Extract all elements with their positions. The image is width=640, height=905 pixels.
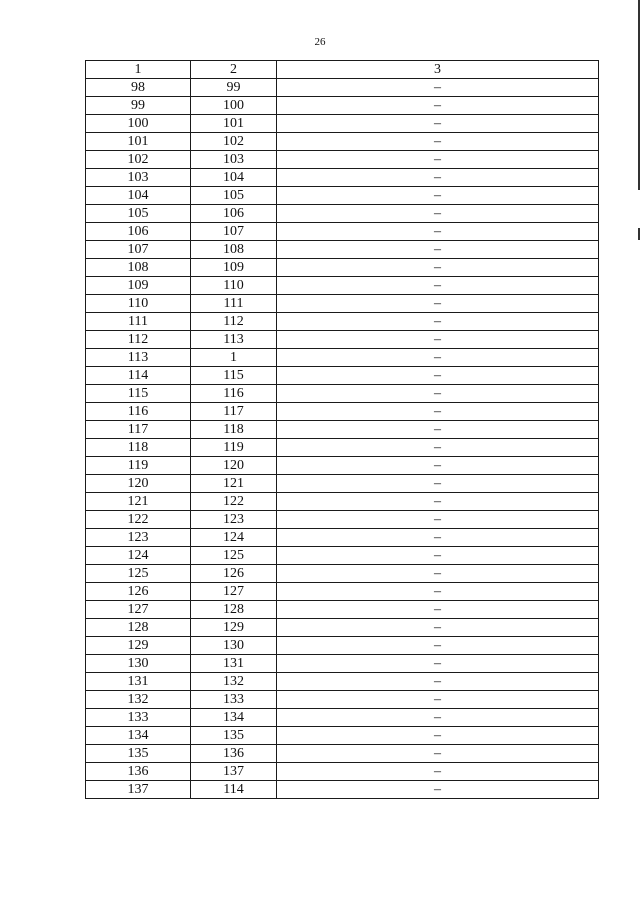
table-cell-col-3: – (277, 493, 599, 511)
table-cell-col-3: – (277, 529, 599, 547)
table-cell-col-3: – (277, 187, 599, 205)
table-cell-col-3: – (277, 619, 599, 637)
table-cell-col-1: 128 (86, 619, 191, 637)
table-cell-col-1: 116 (86, 403, 191, 421)
table-cell-col-3: – (277, 367, 599, 385)
table-cell-col-1: 127 (86, 601, 191, 619)
table-cell-col-1: 134 (86, 727, 191, 745)
table-cell-col-2: 133 (191, 691, 277, 709)
table-row (86, 313, 599, 331)
table-cell-col-2: 109 (191, 259, 277, 277)
table-cell-col-3: – (277, 259, 599, 277)
table-row (86, 619, 599, 637)
table-row (86, 277, 599, 295)
table-row (86, 241, 599, 259)
table-cell-col-2: 126 (191, 565, 277, 583)
table-cell-col-1: 120 (86, 475, 191, 493)
table-cell-col-2: 130 (191, 637, 277, 655)
table-cell-col-1: 136 (86, 763, 191, 781)
table-cell-col-3: – (277, 151, 599, 169)
table-cell-col-1: 100 (86, 115, 191, 133)
table-cell-col-1: 119 (86, 457, 191, 475)
table-row (86, 97, 599, 115)
table-cell-col-2: 110 (191, 277, 277, 295)
table-row (86, 565, 599, 583)
table-cell-col-1: 117 (86, 421, 191, 439)
table-cell-col-2: 118 (191, 421, 277, 439)
table-cell-col-3: – (277, 385, 599, 403)
table-cell-col-2: 127 (191, 583, 277, 601)
table-cell-col-1: 104 (86, 187, 191, 205)
table-cell-col-2: 134 (191, 709, 277, 727)
table-cell-col-3: – (277, 547, 599, 565)
table-cell-col-1: 125 (86, 565, 191, 583)
table-cell-col-1: 124 (86, 547, 191, 565)
table-cell-col-1: 110 (86, 295, 191, 313)
table-cell-col-1: 114 (86, 367, 191, 385)
table-cell-col-2: 107 (191, 223, 277, 241)
table-row (86, 421, 599, 439)
column-header-1: 1 (86, 61, 191, 79)
table-cell-col-3: – (277, 403, 599, 421)
table-cell-col-2: 123 (191, 511, 277, 529)
table-cell-col-1: 131 (86, 673, 191, 691)
table-row (86, 781, 599, 799)
table-cell-col-1: 122 (86, 511, 191, 529)
table-cell-col-3: – (277, 763, 599, 781)
table-cell-col-3: – (277, 331, 599, 349)
table-cell-col-1: 129 (86, 637, 191, 655)
table-body (86, 79, 599, 799)
table-cell-col-3: – (277, 205, 599, 223)
table-cell-col-1: 115 (86, 385, 191, 403)
table-cell-col-1: 112 (86, 331, 191, 349)
table-cell-col-3: – (277, 601, 599, 619)
table-cell-col-3: – (277, 97, 599, 115)
table-row (86, 655, 599, 673)
table-cell-col-2: 103 (191, 151, 277, 169)
table-cell-col-1: 111 (86, 313, 191, 331)
table-row (86, 223, 599, 241)
table-row (86, 493, 599, 511)
table-row (86, 187, 599, 205)
table-cell-col-3: – (277, 745, 599, 763)
table-cell-col-2: 137 (191, 763, 277, 781)
table-cell-col-3: – (277, 655, 599, 673)
table-cell-col-1: 106 (86, 223, 191, 241)
table-cell-col-2: 114 (191, 781, 277, 799)
table-cell-col-1: 108 (86, 259, 191, 277)
table-header-row (86, 61, 599, 79)
page-number: 26 (314, 36, 326, 48)
table-cell-col-2: 112 (191, 313, 277, 331)
table-cell-col-2: 120 (191, 457, 277, 475)
table-row (86, 547, 599, 565)
table-row (86, 763, 599, 781)
table-row (86, 601, 599, 619)
table-row (86, 79, 599, 97)
table-cell-col-2: 111 (191, 295, 277, 313)
table-cell-col-1: 102 (86, 151, 191, 169)
table-cell-col-2: 100 (191, 97, 277, 115)
table-row (86, 151, 599, 169)
table-row (86, 691, 599, 709)
table-cell-col-2: 119 (191, 439, 277, 457)
table-cell-col-3: – (277, 511, 599, 529)
table-row (86, 709, 599, 727)
table-cell-col-2: 136 (191, 745, 277, 763)
table-cell-col-1: 107 (86, 241, 191, 259)
table-row (86, 673, 599, 691)
table-cell-col-2: 132 (191, 673, 277, 691)
column-header-3: 3 (277, 61, 599, 79)
table-cell-col-2: 131 (191, 655, 277, 673)
table-cell-col-2: 104 (191, 169, 277, 187)
table-cell-col-1: 109 (86, 277, 191, 295)
table-cell-col-1: 105 (86, 205, 191, 223)
table-cell-col-2: 135 (191, 727, 277, 745)
table-cell-col-1: 135 (86, 745, 191, 763)
table-row (86, 403, 599, 421)
table-row (86, 511, 599, 529)
table-cell-col-2: 117 (191, 403, 277, 421)
table-cell-col-3: – (277, 223, 599, 241)
table-cell-col-3: – (277, 241, 599, 259)
table-row (86, 349, 599, 367)
data-table (85, 60, 599, 799)
table-row (86, 745, 599, 763)
table-cell-col-3: – (277, 115, 599, 133)
table-cell-col-1: 98 (86, 79, 191, 97)
table-cell-col-3: – (277, 79, 599, 97)
table-cell-col-3: – (277, 439, 599, 457)
table-row (86, 133, 599, 151)
table-cell-col-1: 123 (86, 529, 191, 547)
table-cell-col-1: 103 (86, 169, 191, 187)
table-cell-col-3: – (277, 349, 599, 367)
table-cell-col-2: 121 (191, 475, 277, 493)
table-cell-col-3: – (277, 691, 599, 709)
table-cell-col-2: 125 (191, 547, 277, 565)
table-cell-col-3: – (277, 781, 599, 799)
table-cell-col-3: – (277, 295, 599, 313)
table-cell-col-1: 118 (86, 439, 191, 457)
table-cell-col-2: 128 (191, 601, 277, 619)
table-row (86, 295, 599, 313)
table-row (86, 475, 599, 493)
table-row (86, 385, 599, 403)
table-cell-col-3: – (277, 637, 599, 655)
table-cell-col-3: – (277, 583, 599, 601)
table-cell-col-3: – (277, 169, 599, 187)
table-cell-col-3: – (277, 421, 599, 439)
table-cell-col-2: 106 (191, 205, 277, 223)
table-row (86, 439, 599, 457)
table-cell-col-2: 102 (191, 133, 277, 151)
table-cell-col-1: 121 (86, 493, 191, 511)
table-cell-col-2: 129 (191, 619, 277, 637)
table-row (86, 529, 599, 547)
table-cell-col-2: 124 (191, 529, 277, 547)
table-cell-col-1: 132 (86, 691, 191, 709)
table-cell-col-2: 105 (191, 187, 277, 205)
table-cell-col-1: 137 (86, 781, 191, 799)
column-header-2: 2 (191, 61, 277, 79)
table-row (86, 637, 599, 655)
table-row (86, 331, 599, 349)
table-cell-col-2: 1 (191, 349, 277, 367)
table-cell-col-3: – (277, 277, 599, 295)
table-cell-col-2: 113 (191, 331, 277, 349)
table-row (86, 259, 599, 277)
table-cell-col-1: 133 (86, 709, 191, 727)
table-cell-col-3: – (277, 727, 599, 745)
table-row (86, 727, 599, 745)
data-table-container (85, 60, 598, 799)
table-cell-col-1: 130 (86, 655, 191, 673)
table-row (86, 367, 599, 385)
table-cell-col-3: – (277, 457, 599, 475)
table-cell-col-3: – (277, 709, 599, 727)
table-cell-col-1: 113 (86, 349, 191, 367)
table-cell-col-2: 108 (191, 241, 277, 259)
table-cell-col-2: 101 (191, 115, 277, 133)
table-cell-col-2: 116 (191, 385, 277, 403)
table-row (86, 205, 599, 223)
table-cell-col-3: – (277, 673, 599, 691)
table-cell-col-2: 99 (191, 79, 277, 97)
table-cell-col-2: 122 (191, 493, 277, 511)
table-row (86, 115, 599, 133)
table-row (86, 169, 599, 187)
table-cell-col-1: 126 (86, 583, 191, 601)
table-row (86, 583, 599, 601)
table-cell-col-3: – (277, 475, 599, 493)
table-row (86, 457, 599, 475)
table-cell-col-1: 101 (86, 133, 191, 151)
table-cell-col-3: – (277, 133, 599, 151)
table-cell-col-3: – (277, 313, 599, 331)
table-cell-col-3: – (277, 565, 599, 583)
table-cell-col-2: 115 (191, 367, 277, 385)
table-cell-col-1: 99 (86, 97, 191, 115)
